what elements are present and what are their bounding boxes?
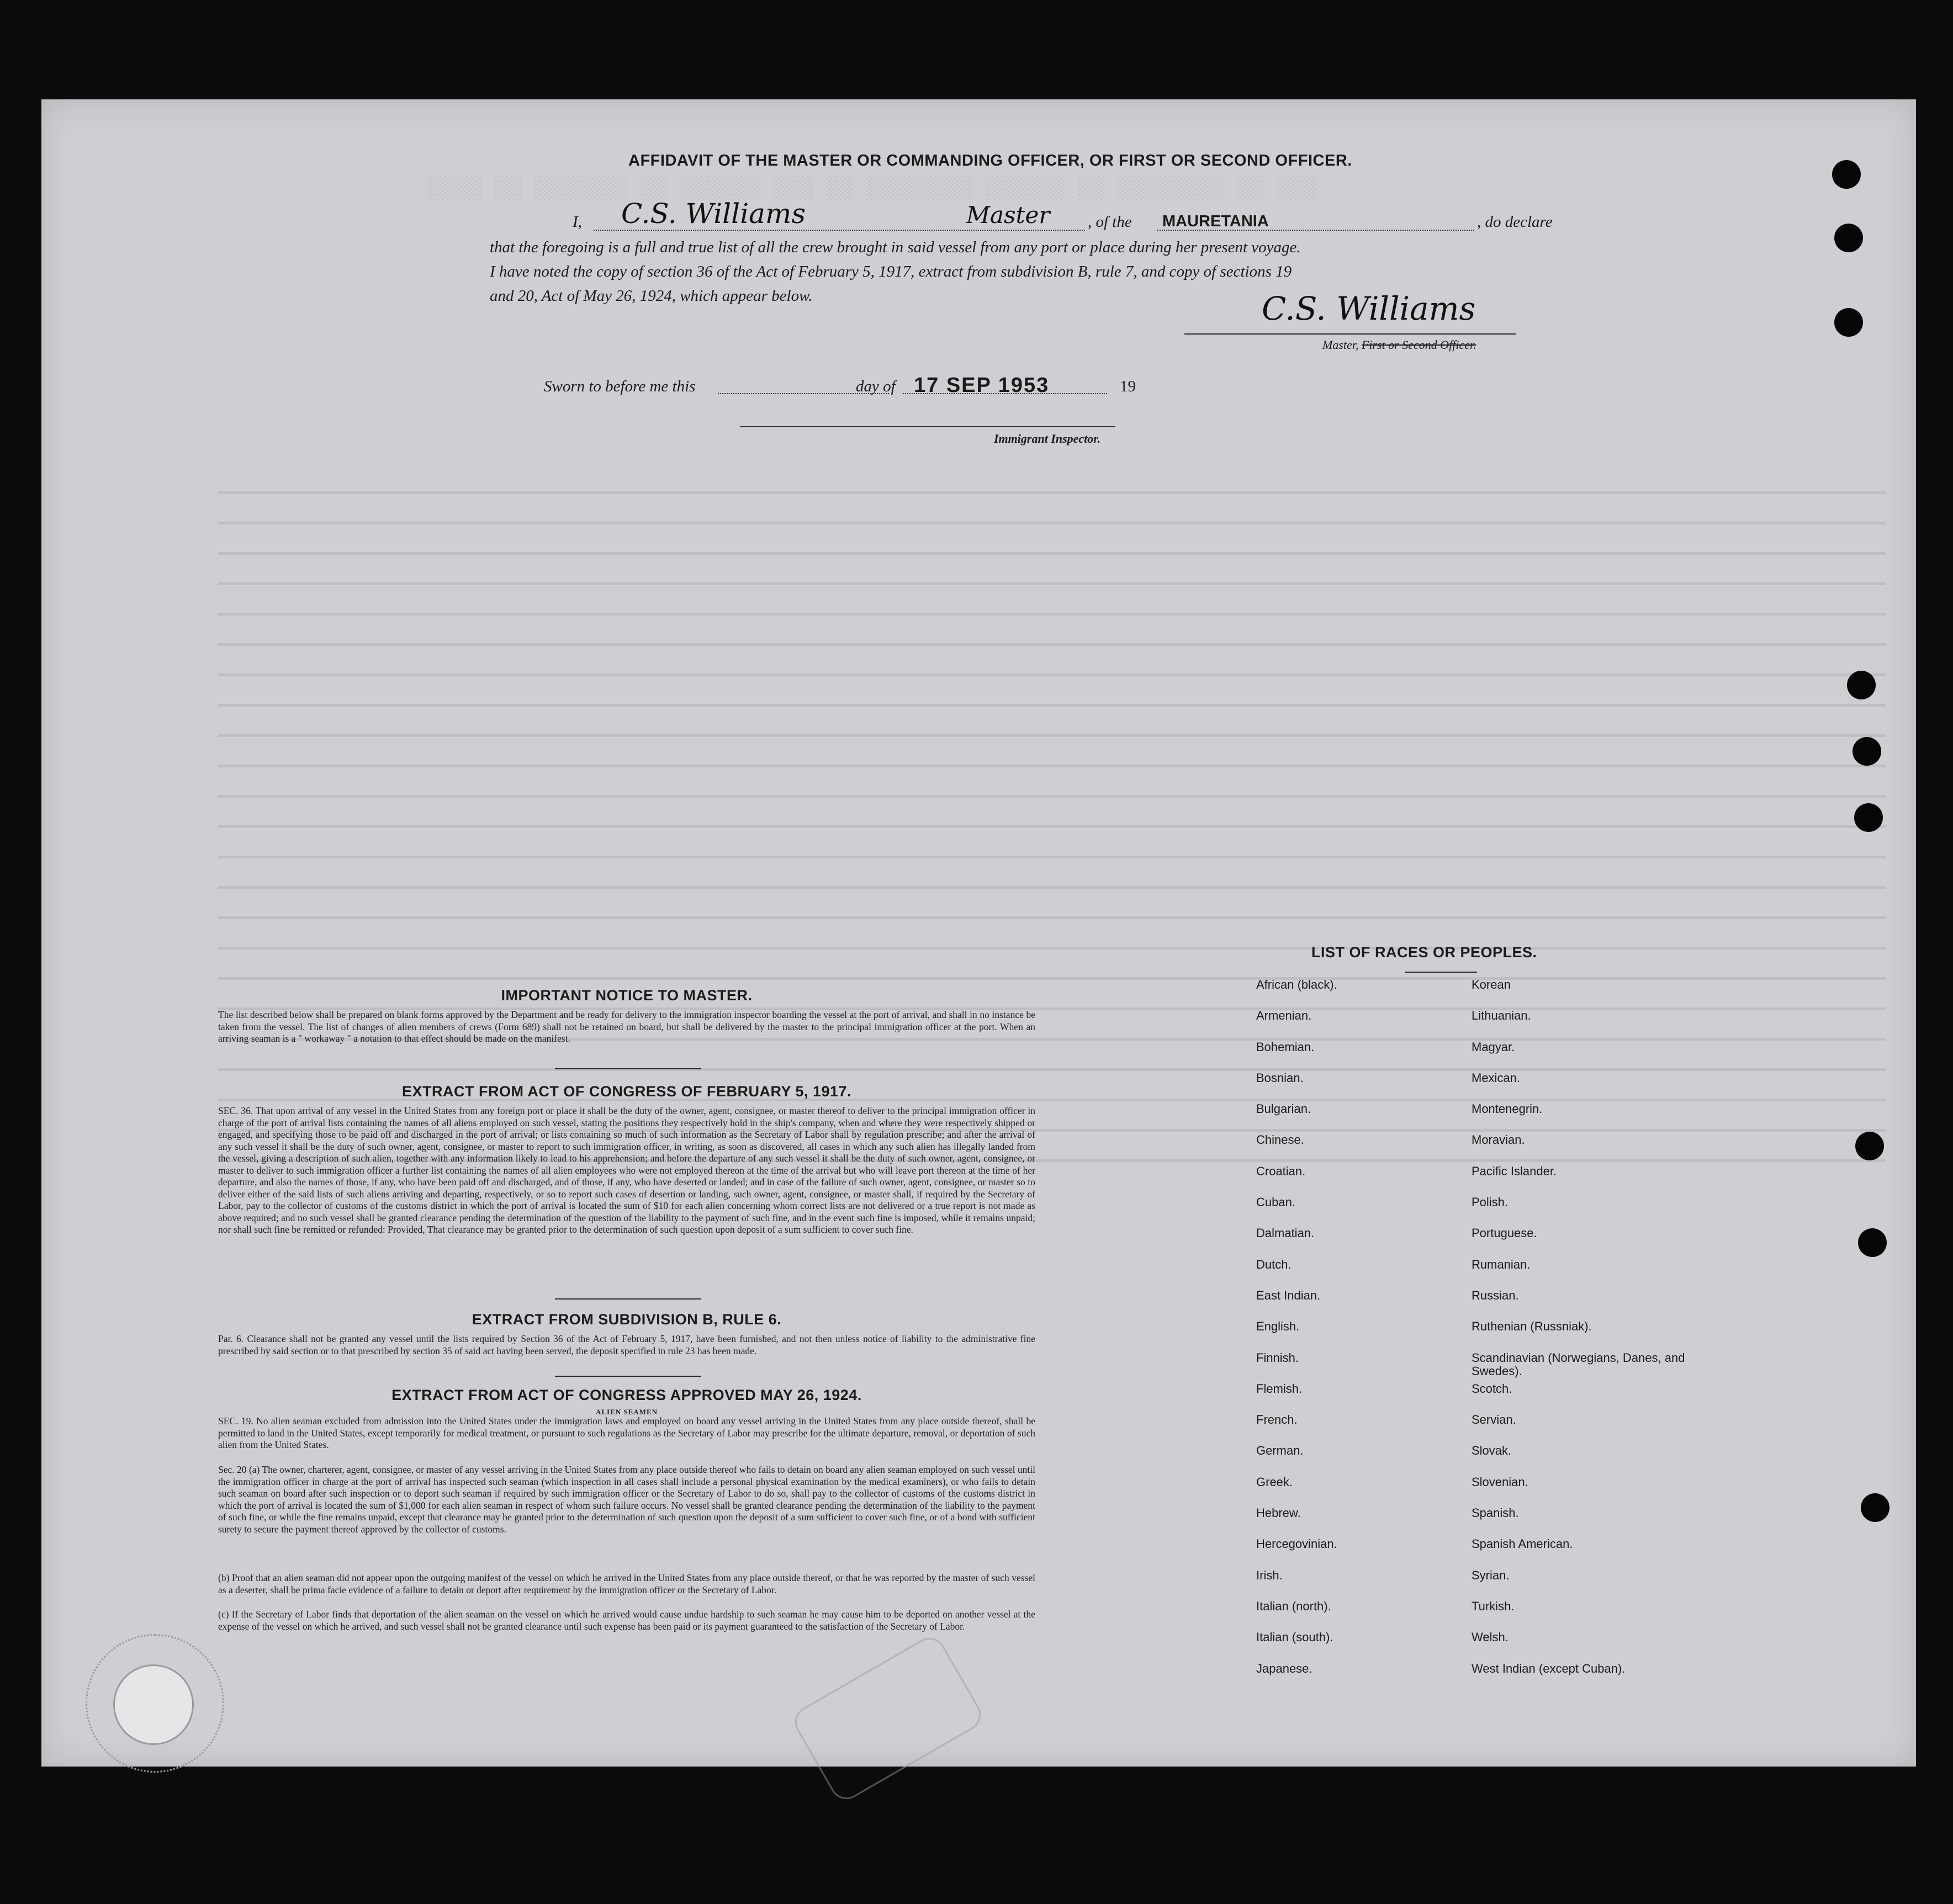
rule6-divider — [555, 1376, 701, 1377]
do-declare-label: , do declare — [1477, 213, 1553, 231]
inspector-caption: Immigrant Inspector. — [994, 432, 1101, 445]
races-left-column — [1256, 978, 1466, 1693]
master-signature: C.S. Williams — [1262, 290, 1476, 327]
race-item: Italian (south). — [1256, 1630, 1333, 1645]
race-item: Pacific Islander. — [1472, 1164, 1557, 1178]
punch-hole — [1834, 224, 1863, 252]
race-item: Dalmatian. — [1256, 1226, 1315, 1240]
handwritten-rank: Master — [966, 201, 1050, 229]
extract-1917-divider — [555, 1298, 701, 1300]
race-item: Polish. — [1472, 1195, 1509, 1210]
race-item: Scotch. — [1472, 1381, 1512, 1396]
punch-hole — [1853, 737, 1881, 766]
declaration-text-2: I have noted the copy of section 36 of the Act of February 5, 1917, extract from subdivision B, rule 7, and copy of sections 19 — [490, 263, 1292, 280]
race-item: German. — [1256, 1444, 1304, 1458]
races-divider — [1405, 972, 1477, 973]
day-of-label: day of — [856, 378, 896, 395]
race-item: Flemish. — [1256, 1381, 1303, 1396]
race-item: Armenian. — [1256, 1009, 1312, 1023]
signature-caption — [1322, 338, 1476, 352]
race-item: Spanish. — [1472, 1506, 1519, 1520]
race-item: Scandinavian (Norwegians, Danes, and Swedes). — [1472, 1350, 1685, 1378]
date-stamp: 17 SEP 1953 — [914, 374, 1050, 397]
declaration-text-3: and 20, Act of May 26, 1924, which appear below. — [490, 287, 813, 305]
i-label: I, — [573, 213, 582, 231]
caption-struck-officer: First or Second Officer. — [1361, 338, 1476, 352]
extract-1917-title: EXTRACT FROM ACT OF CONGRESS OF FEBRUARY 5, 1917. — [401, 1083, 852, 1100]
race-item: Dutch. — [1256, 1257, 1292, 1271]
race-item: Magyar. — [1472, 1039, 1515, 1054]
race-item: Hercegovinian. — [1256, 1537, 1337, 1551]
race-item: Greek. — [1256, 1475, 1293, 1489]
punch-hole — [1834, 308, 1863, 337]
of-the-label: , of the — [1088, 213, 1132, 231]
company-stamp — [789, 1632, 987, 1805]
extract-1924-subtitle: ALIEN SEAMEN — [595, 1408, 658, 1416]
extract-1924-sec20a: Sec. 20 (a) The owner, charterer, agent, consignee, or master of any vessel arriving in the United States from any place outside thereof who fails to detain on board any alien seaman employed on such vessel until the immigration officer in charge at the port of arrival has inspected such seaman (which inspection in all cases shall include a personal physical examination by the medical examiners), or who fails to detain such seaman on board after such inspection or to deport such seaman if required by such immigration officer or the Secretary of Labor to do so, shall pay to the collector of customs of the customs district in which the port of arrival is located the sum of $1,000 for each alien seaman in respect of whom such failure occurs. No vessel shall be granted clearance pending the determination of the liability to the payment of such fine, or while the fine remains unpaid, except that clearance may be granted prior to the determination of such question upon the deposit of a sum sufficient to cover such fine, or of a bond with sufficient surety to secure the payment thereof approved by the collector of customs. — [218, 1464, 1035, 1535]
affidavit-title: AFFIDAVIT OF THE MASTER OR COMMANDING OFFICER, OR FIRST OR SECOND OFFICER. — [628, 152, 1352, 169]
race-item: African (black). — [1256, 978, 1337, 991]
race-item: Slovak. — [1472, 1444, 1512, 1458]
punch-hole — [1832, 160, 1861, 189]
race-item: Finnish. — [1256, 1350, 1299, 1365]
punch-hole — [1847, 671, 1876, 699]
notice-title: IMPORTANT NOTICE TO MASTER. — [501, 987, 753, 1004]
race-item: Cuban. — [1256, 1195, 1295, 1210]
extract-1924-sec19: SEC. 19. No alien seaman excluded from admission into the United States under the immigration laws and employed on board any vessel arriving in the United States from any place outside thereof, shall be permitted to land in the United States, except temporarily for medical treatment, or pursuant to such regulations as the Secretary of Labor may prescribe for the ultimate departure, removal, or deportation of such alien from the United States. — [218, 1415, 1035, 1450]
rule6-text: Par. 6. Clearance shall not be granted any vessel until the lists required by Section 36 of the Act of February 5, 1917, have been furnished, and not then unless notice of liability to the administrative fine prescribed by said section or to that prescribed by section 35 of said act having been served, the deposit specified in rule 23 has been made. — [218, 1333, 1035, 1356]
race-item: West Indian (except Cuban). — [1472, 1661, 1626, 1675]
official-seal-inner — [113, 1664, 194, 1745]
race-item: Bohemian. — [1256, 1039, 1315, 1054]
declaration-text-1: that the foregoing is a full and true list of all the crew brought in said vessel from any port or place during her present voyage. — [490, 238, 1301, 256]
notice-divider — [555, 1068, 701, 1069]
signature-line — [1184, 333, 1516, 335]
race-item: Slovenian. — [1472, 1475, 1528, 1489]
bleed-through-text: ░░░ ░░ ░░░░░░░░ ░░ ░░░░░░ ░░░░░░░░ ░░ ░░░ ░░░░░░ ░░ ░░░░░░░ ░░ ░░░░ — [428, 177, 1316, 201]
caption-master: Master, — [1322, 338, 1359, 352]
race-item: Lithuanian. — [1472, 1009, 1531, 1023]
name-blank-line — [594, 230, 1085, 231]
inspector-signature-line — [740, 426, 1115, 427]
vessel-name-stamp: MAURETANIA — [1162, 213, 1269, 230]
race-item: Syrian. — [1472, 1568, 1510, 1582]
races-right-column — [1472, 978, 1703, 1693]
extract-1924-title: EXTRACT FROM ACT OF CONGRESS APPROVED MAY 26, 1924. — [391, 1387, 862, 1403]
race-item: Hebrew. — [1256, 1506, 1301, 1520]
race-item: Spanish American. — [1472, 1537, 1573, 1551]
race-item: French. — [1256, 1413, 1298, 1427]
race-item: Portuguese. — [1472, 1226, 1537, 1240]
race-item: Ruthenian (Russniak). — [1472, 1319, 1592, 1334]
race-item: Russian. — [1472, 1288, 1519, 1302]
race-item: Welsh. — [1472, 1630, 1509, 1645]
race-item: East Indian. — [1256, 1288, 1321, 1302]
race-item: Mexican. — [1472, 1070, 1521, 1085]
race-item: Japanese. — [1256, 1661, 1312, 1675]
extract-1924-sec20b: (b) Proof that an alien seaman did not appear upon the outgoing manifest of the vessel on which he arrived in the United States from any place outside thereof, or that he was reported by the master of such vessel as a deserter, shall be prima facie evidence of a failure to detain or deport after requirement by the immigration officer or the Secretary of Labor. — [218, 1572, 1035, 1595]
race-item: Irish. — [1256, 1568, 1283, 1582]
race-item: Korean — [1472, 978, 1511, 991]
races-title: LIST OF RACES OR PEOPLES. — [1311, 944, 1537, 961]
year-prefix: 19 — [1120, 378, 1136, 395]
race-item: English. — [1256, 1319, 1300, 1334]
punch-hole — [1855, 1132, 1884, 1160]
race-item: Moravian. — [1472, 1133, 1525, 1147]
punch-hole — [1854, 803, 1883, 832]
race-item: Rumanian. — [1472, 1257, 1531, 1271]
race-item: Turkish. — [1472, 1599, 1515, 1613]
extract-1917-text: SEC. 36. That upon arrival of any vessel in the United States from any foreign port or place it shall be the duty of the owner, agent, consignee, or master thereof to deliver to the principal immigration officer in charge of the port of arrival lists containing the names of all aliens employed on such vessel, stating the positions they respectively hold in the ship's company, when and where they were respectively shipped or engaged, and specifying those to be paid off and discharged in the port of arrival; or lists containing so much of such information as the Secretary of Labor shall by regulation prescribe; and after the arrival of any such vessel it shall be the duty of such owner, agent, consignee, or master to report to such immigration officer, in writing, as soon as discovered, all cases in which any such alien has illegally landed from the vessel, giving a description of such alien, together with any information likely to lead to his apprehension; and before the departure of any such vessel it shall be the duty of such owner, agent, consignee, or master to deliver to such immigration officer a further list containing the names of all alien employees who were not employed thereon at the time of the arrival but who will leave port thereon at the time of her departure, and also the names of those, if any, who have been paid off and discharged, and of those, if any, who have deserted or landed; and in case of the failure of such owner, agent, consignee, or master so to deliver either of the said lists of such aliens arriving and departing, respectively, or so to report such cases of desertion or landing, such owner, agent, consignee, or master shall, if required by the Secretary of Labor, pay to the collector of customs of the customs district in which the port of arrival is located the sum of $10 for each alien concerning whom correct lists are not delivered or a true report is not made as above required; and no such vessel shall be granted clearance pending the determination of the question of the liability to the payment of such fine, and in the event such fine is imposed, while it remains unpaid; nor shall such fine be remitted or refunded: Provided, That clearance may be granted prior to the determination of such question upon deposit of a sum sufficient to cover such fine. — [218, 1105, 1035, 1235]
race-item: Montenegrin. — [1472, 1102, 1543, 1116]
race-item: Chinese. — [1256, 1133, 1304, 1147]
race-item: Croatian. — [1256, 1164, 1306, 1178]
rule6-title: EXTRACT FROM SUBDIVISION B, RULE 6. — [472, 1311, 782, 1328]
punch-hole — [1861, 1493, 1890, 1522]
punch-hole — [1858, 1228, 1887, 1257]
document-page — [41, 99, 1916, 1767]
race-item: Bulgarian. — [1256, 1102, 1311, 1116]
notice-text: The list described below shall be prepared on blank forms approved by the Department and be ready for delivery to the immigration inspector boarding the vessel at the port of arrival, and shall in no instance be taken from the vessel. The list of changes of alien members of crews (Form 689) shall not be retained on board, but shall be delivered by the master to the principal immigration officer at the port. When an arriving seaman is a " workaway " a notation to that effect should be made on the manifest. — [218, 1009, 1035, 1044]
extract-1924-sec20c: (c) If the Secretary of Labor finds that deportation of the alien seaman on the vessel on which he arrived would cause undue hardship to such seaman he may cause him to be deported on another vessel at the expense of the vessel on which he arrived, and such vessel shall not be granted clearance until such expense has been paid or its payment guaranteed to the satisfaction of the Secretary of Labor. — [218, 1609, 1035, 1632]
race-item: Italian (north). — [1256, 1599, 1331, 1613]
race-item: Bosnian. — [1256, 1070, 1304, 1085]
sworn-label: Sworn to before me this — [544, 378, 696, 395]
handwritten-name: C.S. Williams — [621, 198, 806, 230]
race-item: Servian. — [1472, 1413, 1516, 1427]
